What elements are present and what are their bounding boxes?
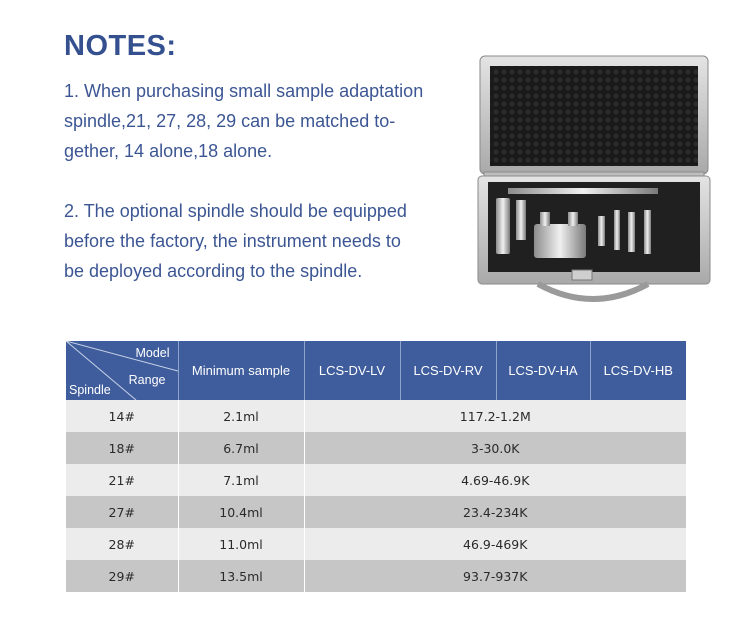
range-cell: 3-30.0K	[304, 432, 686, 464]
spindle-spec-table	[66, 341, 686, 592]
note-1-line: 1. When purchasing small sample adaptation	[64, 81, 424, 101]
header-lcs-dv-rv: LCS-DV-RV	[400, 341, 496, 400]
note-2	[64, 196, 464, 286]
note-2-line: be deployed according to the spindle.	[64, 261, 363, 281]
sample-cell: 13.5ml	[178, 560, 304, 592]
sample-cell: 6.7ml	[178, 432, 304, 464]
corner-spindle-label: Spindle	[69, 383, 111, 397]
sample-cell: 10.4ml	[178, 496, 304, 528]
note-2-line: 2. The optional spindle should be equipped	[64, 201, 407, 221]
header-lcs-dv-hb: LCS-DV-HB	[590, 341, 686, 400]
range-cell: 93.7-937K	[304, 560, 686, 592]
table-row	[66, 400, 686, 432]
table-row	[66, 560, 686, 592]
sample-cell: 11.0ml	[178, 528, 304, 560]
table-header-row	[66, 341, 686, 400]
range-cell: 23.4-234K	[304, 496, 686, 528]
spindle-cell: 21#	[66, 464, 178, 496]
table-row	[66, 464, 686, 496]
table-row	[66, 496, 686, 528]
spindle-cell: 27#	[66, 496, 178, 528]
sample-cell: 7.1ml	[178, 464, 304, 496]
range-cell: 117.2-1.2M	[304, 400, 686, 432]
note-1	[64, 76, 464, 166]
notes-heading: NOTES:	[64, 30, 177, 62]
header-lcs-dv-lv: LCS-DV-LV	[304, 341, 400, 400]
spindle-cell: 29#	[66, 560, 178, 592]
spindle-cell: 28#	[66, 528, 178, 560]
spindle-cell: 14#	[66, 400, 178, 432]
header-lcs-dv-ha: LCS-DV-HA	[496, 341, 590, 400]
range-cell: 46.9-469K	[304, 528, 686, 560]
corner-model-label: Model	[135, 346, 170, 360]
header-minimum-sample: Minimum sample	[178, 341, 304, 400]
corner-header	[66, 341, 178, 400]
table-row	[66, 432, 686, 464]
note-1-line: spindle,21, 27, 28, 29 can be matched to-	[64, 111, 396, 131]
corner-range-label: Range	[128, 373, 166, 387]
spindle-cell: 18#	[66, 432, 178, 464]
table-row	[66, 528, 686, 560]
sample-cell: 2.1ml	[178, 400, 304, 432]
note-1-line: gether, 14 alone,18 alone.	[64, 141, 273, 161]
note-2-line: before the factory, the instrument needs to	[64, 231, 401, 251]
range-cell: 4.69-46.9K	[304, 464, 686, 496]
spindle-case-photo	[468, 52, 718, 308]
